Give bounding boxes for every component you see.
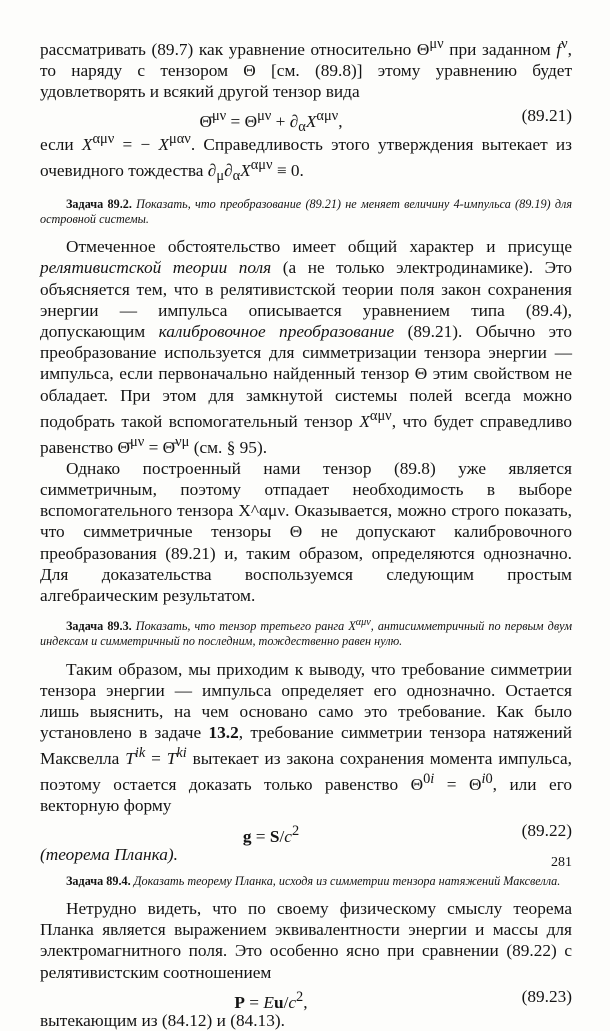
paragraph-5: Таким образом, мы приходим к выводу, что требование симметрии тензора энергии — импульса определяет его однозначно. Остается лишь выяснить, на чем основано само это требование. Как было установлено в задаче 13.2, требование симметрии тензора натяжений Максвелла $T^{ik} = T^{ki}$ вытекает из закона сохранения момента импульса, поэтому остается доказать только равенство $\Theta^{0i} = \Theta^{i0}$, или его векторную форму [40,659,573,816]
paragraph-1: рассматривать (89.7) как уравнение относительно $\Theta^{\mu\nu}$ при заданном $f^\nu$, то наряду с тензором Θ [см. (89.8)] этому уравнению будет удовлетворять и всякий другой тензор вида [40,36,572,102]
task-89-2-text: Показать, что преобразование (89.21) не меняет величину 4-импульса (89.19) для островной системы. [40,196,572,226]
equation-89-23 [40,985,572,1012]
equation-89-21-expr: Θ̄$^{\mu\nu}$ = $\Theta^{\mu\nu} + \partial_\alpha X^{\alpha\mu\nu}$, [199,108,343,136]
task-89-3-text: Показать, что тензор третьего ранга $X^{\alpha\mu\nu}$, антисимметричный по первым двум индексам и симметричный по последним, тождественно равен нулю. [40,617,572,649]
page-number: 281 [551,855,572,870]
task-89-3-label: Задача 89.3. [66,619,132,634]
paragraph-4: Однако построенный нами тензор (89.8) уже является симметричным, поэтому отпадает необходимость в выборе вспомогательного тензора X^αμν. Оказывается, можно строго показать, что симметричные тензоры Θ не допускают калибровочного преобразования (89.21) и, таким образом, определяются однозначно. Для доказательства воспользуемся следующим простым алгебраическим результатом. [40,458,572,605]
equation-89-23-expr: $P = Eu/c^2$, [234,988,308,1012]
planck-theorem-label: (теорема Планка). [40,844,178,864]
equation-89-22-expr: $g = S/c^2$ [242,822,300,846]
equation-89-21-number: (89.21) [521,106,572,126]
task-89-2 [40,197,572,227]
task-89-4 [40,874,572,889]
equation-89-21 [40,104,572,136]
page-body [40,34,572,1031]
task-89-4-label: Задача 89.4. [66,873,131,888]
equation-89-22 [40,819,572,846]
paragraph-3: Отмеченное обстоятельство имеет общий характер и присуще релятивистской теории поля (а не только электродинамике). Это объясняется тем, что в релятивистской теории поля закон сохранения энергии — импульса описывается уравнением типа (89.4), допускающим калибровочное преобразование (89.21). Обычно это преобразование используется для симметризации тензора энергии — импульса, если первоначально найденный тензор Θ этим свойством не обладает. При этом для замкнутой системы полей всегда можно подобрать такой вспомогательный тензор $X^{\alpha\mu\nu}$, что будет справедливо равенство Θ̄$^{\mu\nu}$ = Θ̄$^{\nu\mu}$ (см. § 95). [40,237,572,457]
equation-89-23-number: (89.23) [521,986,572,1006]
paragraph-2: если $X^{\alpha\mu\nu}$ = − $X^{\mu\alpha\nu}$. Справедливость этого утверждения вытекает из очевидного тождества $\partial_\mu\partial_\alpha X^{\alpha\mu\nu} \equiv 0$. [40,131,573,185]
task-89-3 [40,615,572,649]
equation-89-22-number: (89.22) [521,820,572,840]
paragraph-7: вытекающим из (84.12) и (84.13). [40,1010,285,1030]
task-89-4-text: Доказать теорему Планка, исходя из симметрии тензора натяжений Максвелла. [133,873,561,888]
paragraph-6: Нетрудно видеть, что по своему физическому смыслу теорема Планка является выражением эквивалентности энергии и массы для электромагнитного поля. Это особенно ясно при сравнении (89.22) с релятивистским соотношением [40,898,572,982]
task-89-2-label: Задача 89.2. [66,196,132,211]
